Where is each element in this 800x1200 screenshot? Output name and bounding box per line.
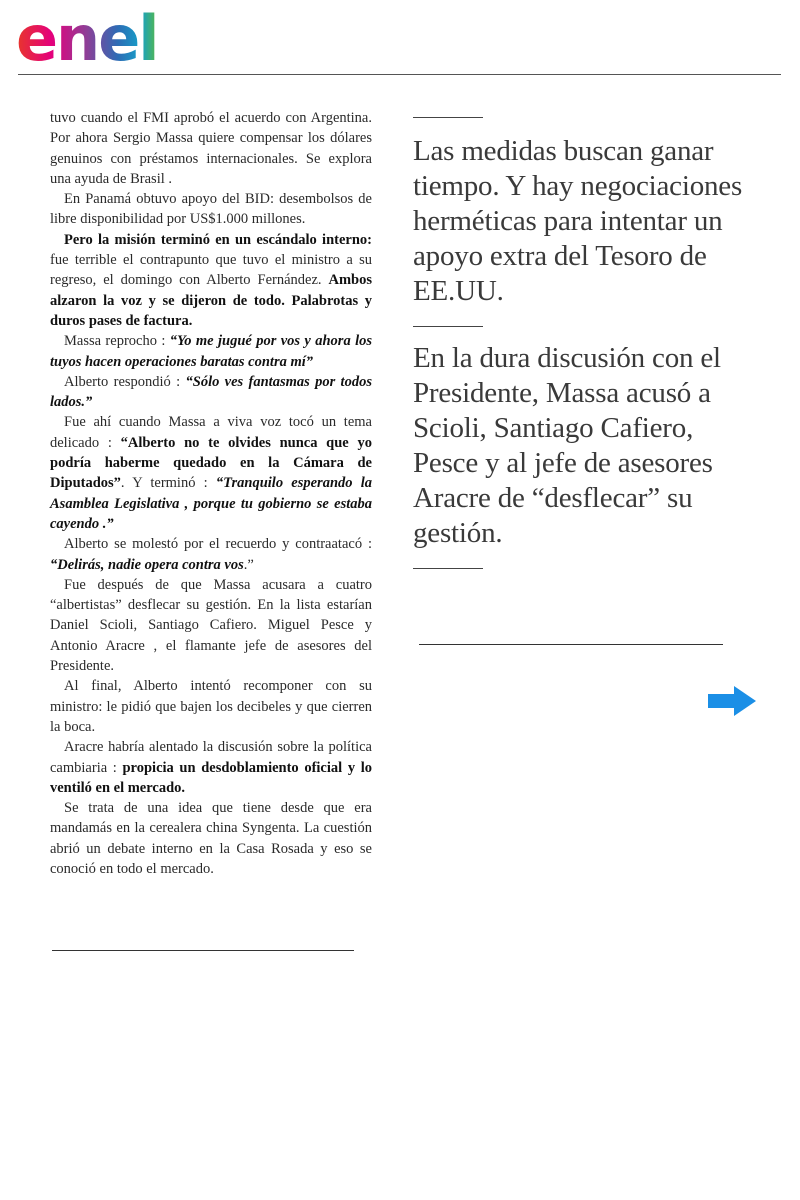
body-text: Alberto respondió : (64, 373, 186, 390)
article-body (50, 108, 372, 879)
svg-text:enel: enel (16, 6, 158, 68)
pullquote-divider (413, 326, 483, 327)
arrow-right-icon[interactable] (706, 684, 758, 718)
body-text: Aracre habría alentado la discusión sobre la política cambiaria : (50, 739, 372, 776)
pullquote-divider (413, 568, 483, 569)
enel-logo (16, 6, 186, 68)
article-paragraph (50, 189, 372, 230)
bold-text: Pero la misión terminó en un escándalo interno: (64, 231, 372, 248)
article-paragraph (50, 676, 372, 737)
body-text: En Panamá obtuvo apoyo del BID: desembolsos de libre disponibilidad por US$1.000 millones. (50, 191, 372, 228)
column-end-divider (419, 644, 723, 645)
pullquote-column (413, 100, 758, 569)
body-text: . Y terminó : (120, 475, 216, 492)
body-text: Alberto se molestó por el recuerdo y contraatacó : (64, 536, 372, 553)
article-paragraph (50, 331, 372, 372)
body-text: Fue después de que Massa acusara a cuatro “albertistas” desflecar su gestión. En la lista estarían Daniel Scioli, Santiago Cafiero. Miguel Pesce y Antonio Aracre , el flamante jefe de asesores del Presidente. (50, 576, 372, 675)
body-text: fue terrible el contrapunto que tuvo el ministro a su regreso, el domingo con Alberto Fernández. (50, 252, 372, 289)
article-paragraph (50, 737, 372, 798)
pullquote-divider (413, 117, 483, 118)
quote-text: “Delirás, nadie opera contra vos (50, 556, 244, 573)
article-paragraph (50, 798, 372, 879)
header-divider (18, 74, 781, 75)
bold-text: Ambos alzaron la voz y se dijeron de todo. Palabrotas y duros pases de factura. (50, 272, 372, 329)
pullquote-2: En la dura discusión con el Presidente, Massa acusó a Scioli, Santiago Cafiero, Pesce y al jefe de asesores Aracre de “desflecar” su gestión. (413, 342, 721, 549)
article-paragraph (50, 108, 372, 189)
article-paragraph (50, 575, 372, 676)
body-text: .” (243, 556, 254, 573)
body-text: Fue ahí cuando Massa a viva voz tocó un tema delicado : (50, 414, 372, 451)
bold-text: “Alberto no te olvides nunca que yo podría haberme quedado en la Cámara de Diputados” (50, 434, 372, 492)
article-paragraph (50, 412, 372, 534)
article-paragraph (50, 372, 372, 413)
quote-text: “Tranquilo esperando la Asamblea Legislativa , porque tu gobierno se estaba cayendo .” (50, 475, 372, 532)
quote-text: “Sólo ves fantasmas por todos lados.” (50, 373, 372, 411)
bold-text: propicia un desdoblamiento oficial y lo ventiló en el mercado. (50, 759, 372, 796)
article-paragraph (50, 534, 372, 575)
article-paragraph (50, 230, 372, 331)
pullquote-1: Las medidas buscan ganar tiempo. Y hay negociaciones herméticas para intentar un apoyo extra del Tesoro de EE.UU. (413, 135, 743, 307)
body-text: Al final, Alberto intentó recomponer con su ministro: le pidió que bajen los decibeles y que cierren la boca. (50, 678, 372, 735)
article-end-divider (52, 950, 354, 951)
body-text: tuvo cuando el FMI aprobó el acuerdo con Argentina. Por ahora Sergio Massa quiere compensar los dólares genuinos con préstamos internacionales. Se explora una ayuda de Brasil . (50, 110, 372, 187)
body-text: Se trata de una idea que tiene desde que era mandamás en la cerealera china Syngenta. La cuestión abrió un debate interno en la Casa Rosada y eso se conoció en todo el mercado. (50, 800, 372, 877)
body-text: Massa reprocho : (64, 333, 170, 350)
quote-text: “Yo me jugué por vos y ahora los tuyos hacen operaciones baratas contra mí” (50, 333, 373, 370)
